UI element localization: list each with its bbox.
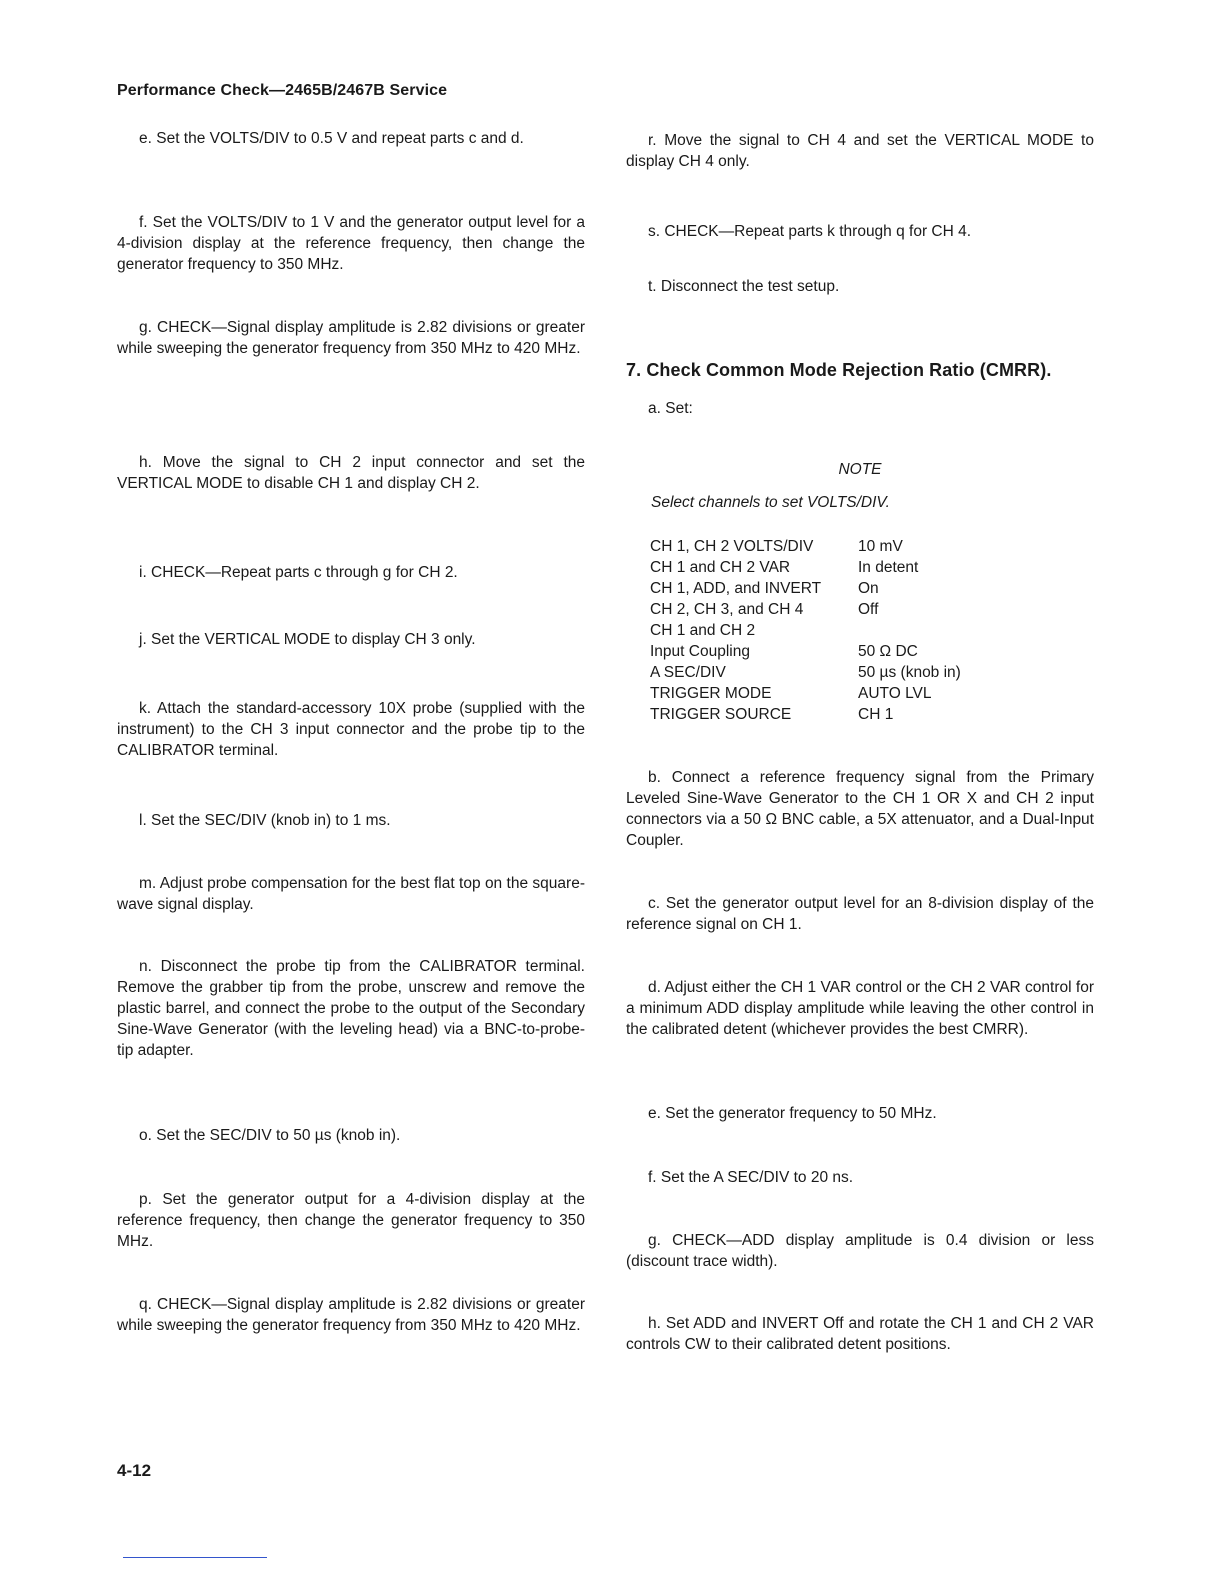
step-d-right: d. Adjust either the CH 1 VAR control or the CH 2 VAR control for a minimum ADD display amplitude while leaving the other control in the calibrated detent (whichever provides the best CMRR). [626, 979, 1094, 1038]
step-e-right: e. Set the generator frequency to 50 MHz. [648, 1105, 937, 1122]
settings-row [650, 641, 961, 662]
settings-row [650, 620, 961, 641]
settings-row [650, 557, 961, 578]
settings-table [650, 536, 961, 725]
page-number: 4-12 [117, 1461, 152, 1480]
step-g-right: g. CHECK—ADD display amplitude is 0.4 division or less (discount trace width). [626, 1232, 1094, 1270]
setting-key: CH 1, ADD, and INVERT [650, 580, 822, 597]
settings-row [650, 599, 961, 620]
note-label: NOTE [838, 461, 882, 478]
setting-value: On [858, 580, 879, 597]
step-f-right: f. Set the A SEC/DIV to 20 ns. [648, 1169, 854, 1186]
settings-row [650, 683, 961, 704]
step-r-right: r. Move the signal to CH 4 and set the VERTICAL MODE to display CH 4 only. [626, 132, 1094, 170]
bottom-rule [123, 1557, 267, 1558]
setting-key: Input Coupling [650, 643, 750, 660]
step-f-left: f. Set the VOLTS/DIV to 1 V and the generator output level for a 4-division display at the reference frequency, then change the generator frequency to 350 MHz. [117, 214, 585, 273]
setting-value: 10 mV [858, 538, 903, 555]
step-b-right: b. Connect a reference frequency signal from the Primary Leveled Sine-Wave Generator to the CH 1 OR X and CH 2 input connectors via a 50 Ω BNC cable, a 5X attenuator, and a Dual-Input Coupler. [626, 769, 1094, 849]
settings-row [650, 578, 961, 599]
step-c-right: c. Set the generator output level for an 8-division display of the reference signal on CH 1. [626, 895, 1094, 933]
step-g-left: g. CHECK—Signal display amplitude is 2.82 divisions or greater while sweeping the generator frequency from 350 MHz to 420 MHz. [117, 319, 585, 357]
step-k-left: k. Attach the standard-accessory 10X probe (supplied with the instrument) to the CH 3 input connector and the probe tip to the CALIBRATOR terminal. [117, 700, 585, 759]
setting-value: AUTO LVL [858, 685, 932, 702]
setting-key: CH 1 and CH 2 [650, 622, 756, 639]
step-l-left: l. Set the SEC/DIV (knob in) to 1 ms. [139, 812, 391, 829]
step-i-left: i. CHECK—Repeat parts c through g for CH 2. [139, 564, 458, 581]
setting-key: A SEC/DIV [650, 664, 726, 681]
step-h-left: h. Move the signal to CH 2 input connector and set the VERTICAL MODE to disable CH 1 and display CH 2. [117, 454, 585, 492]
step-h-right: h. Set ADD and INVERT Off and rotate the CH 1 and CH 2 VAR controls CW to their calibrated detent positions. [626, 1315, 1094, 1353]
setting-key: TRIGGER SOURCE [650, 706, 792, 723]
setting-key: CH 2, CH 3, and CH 4 [650, 601, 804, 618]
setting-value: CH 1 [858, 706, 894, 723]
step-t-right: t. Disconnect the test setup. [648, 278, 840, 295]
setting-value: 50 Ω DC [858, 643, 918, 660]
step-n-left: n. Disconnect the probe tip from the CALIBRATOR terminal. Remove the grabber tip from the probe, unscrew and remove the plastic barrel, and connect the probe to the output of the Secondary Sine-Wave Generator (with the leveling head) via a BNC-to-probe-tip adapter. [117, 958, 585, 1059]
section-title: 7. Check Common Mode Rejection Ratio (CMRR). [626, 360, 1052, 380]
step-s-right: s. CHECK—Repeat parts k through q for CH 4. [648, 223, 972, 240]
step-m-left: m. Adjust probe compensation for the best flat top on the square-wave signal display. [117, 875, 585, 913]
step-j-left: j. Set the VERTICAL MODE to display CH 3 only. [139, 631, 476, 648]
step-q-left: q. CHECK—Signal display amplitude is 2.82 divisions or greater while sweeping the generator frequency from 350 MHz to 420 MHz. [117, 1296, 585, 1334]
setting-key: TRIGGER MODE [650, 685, 772, 702]
setting-value: In detent [858, 559, 919, 576]
settings-row [650, 662, 961, 683]
setting-value: Off [858, 601, 879, 618]
setting-value: 50 µs (knob in) [858, 664, 961, 681]
step-o-left: o. Set the SEC/DIV to 50 µs (knob in). [139, 1127, 401, 1144]
note-text: Select channels to set VOLTS/DIV. [651, 494, 890, 511]
step-p-left: p. Set the generator output for a 4-division display at the reference frequency, then change the generator frequency to 350 MHz. [117, 1191, 585, 1250]
setting-key: CH 1, CH 2 VOLTS/DIV [650, 538, 814, 555]
step-e-left: e. Set the VOLTS/DIV to 0.5 V and repeat parts c and d. [139, 130, 524, 147]
settings-row [650, 536, 961, 557]
setting-key: CH 1 and CH 2 VAR [650, 559, 791, 576]
running-header: Performance Check—2465B/2467B Service [117, 82, 448, 99]
step-a-right: a. Set: [648, 400, 693, 417]
settings-row [650, 704, 961, 725]
